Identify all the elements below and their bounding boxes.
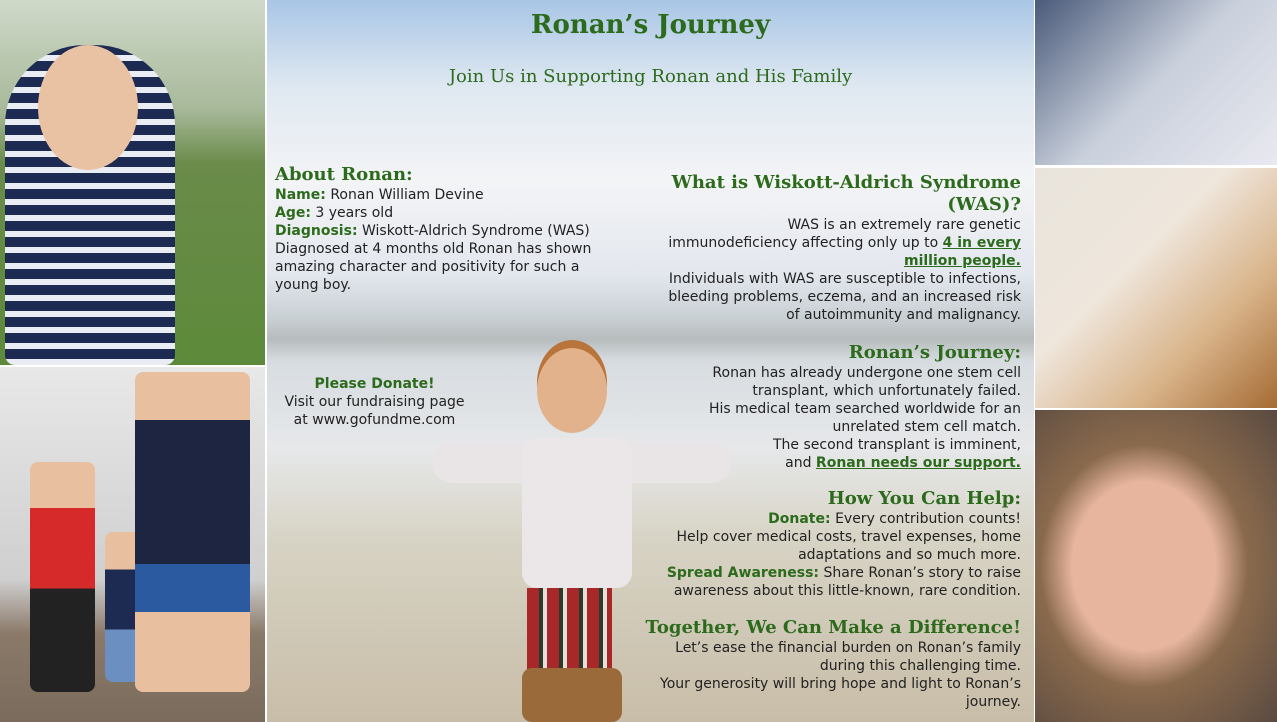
help-section	[641, 488, 1021, 600]
poster-center	[267, 0, 1034, 722]
name-label: Name:	[275, 187, 326, 203]
donate-line1: Visit our fundraising page	[284, 394, 465, 410]
together-section	[641, 617, 1021, 711]
journey-p3-pre: and	[785, 455, 812, 471]
about-heading: About Ronan:	[275, 164, 413, 185]
about-ronan-section	[275, 164, 605, 294]
help-heading: How You Can Help:	[827, 488, 1021, 509]
journey-p1: Ronan has already undergone one stem cell transplant, which unfortunately failed.	[712, 365, 1021, 399]
page-title: Ronan’s Journey	[530, 10, 771, 40]
about-description: Diagnosed at 4 months old Ronan has shown amazing character and positivity for such a young boy.	[275, 241, 592, 293]
was-section	[661, 172, 1021, 324]
photo-ronan-with-teddy	[1035, 168, 1277, 408]
diagnosis-value: Wiskott-Aldrich Syndrome (WAS)	[362, 223, 590, 239]
photo-family	[0, 367, 265, 722]
journey-heading: Ronan’s Journey:	[848, 342, 1021, 363]
journey-section	[661, 342, 1021, 472]
help-spread-text: Share Ronan’s story to raise awareness about this little-known, rare condition.	[673, 565, 1021, 599]
photo-ronan-hospital-bed	[1035, 0, 1277, 165]
photo-ronan-striped-sweater	[0, 0, 265, 365]
diagnosis-label: Diagnosis:	[275, 223, 358, 239]
donate-section	[267, 375, 482, 429]
was-p1: WAS is an extremely rare genetic immunodeficiency affecting only up to	[668, 217, 1021, 251]
was-heading: What is Wiskott-Aldrich Syndrome (WAS)?	[671, 172, 1021, 215]
photo-ronan-bruised-face	[1035, 410, 1277, 722]
age-label: Age:	[275, 205, 311, 221]
together-p2: Your generosity will bring hope and light to Ronan’s journey.	[660, 676, 1021, 710]
was-stat-link: 4 in every million people.	[903, 235, 1021, 269]
journey-support-link: Ronan needs our support.	[815, 455, 1021, 471]
help-donate-label: Donate:	[768, 511, 831, 527]
was-p2: Individuals with WAS are susceptible to infections, bleeding problems, eczema, and an increased risk of autoimmunity and malignancy.	[668, 271, 1021, 323]
help-donate-text: Every contribution counts!	[835, 511, 1021, 527]
help-spread-label: Spread Awareness:	[666, 565, 820, 581]
together-heading: Together, We Can Make a Difference!	[645, 617, 1021, 638]
donate-link[interactable]: at www.gofundme.com	[293, 412, 456, 428]
donate-heading: Please Donate!	[314, 376, 435, 392]
journey-p2: His medical team searched worldwide for an unrelated stem cell match.	[708, 401, 1021, 435]
together-p1: Let’s ease the financial burden on Ronan’s family during this challenging time.	[675, 640, 1021, 674]
help-donate-more: Help cover medical costs, travel expenses, home adaptations and so much more.	[676, 529, 1021, 563]
journey-p3: The second transplant is imminent,	[772, 437, 1021, 453]
age-value: 3 years old	[315, 205, 394, 221]
page-subtitle: Join Us in Supporting Ronan and His Family	[448, 66, 853, 87]
name-value: Ronan William Devine	[330, 187, 484, 203]
